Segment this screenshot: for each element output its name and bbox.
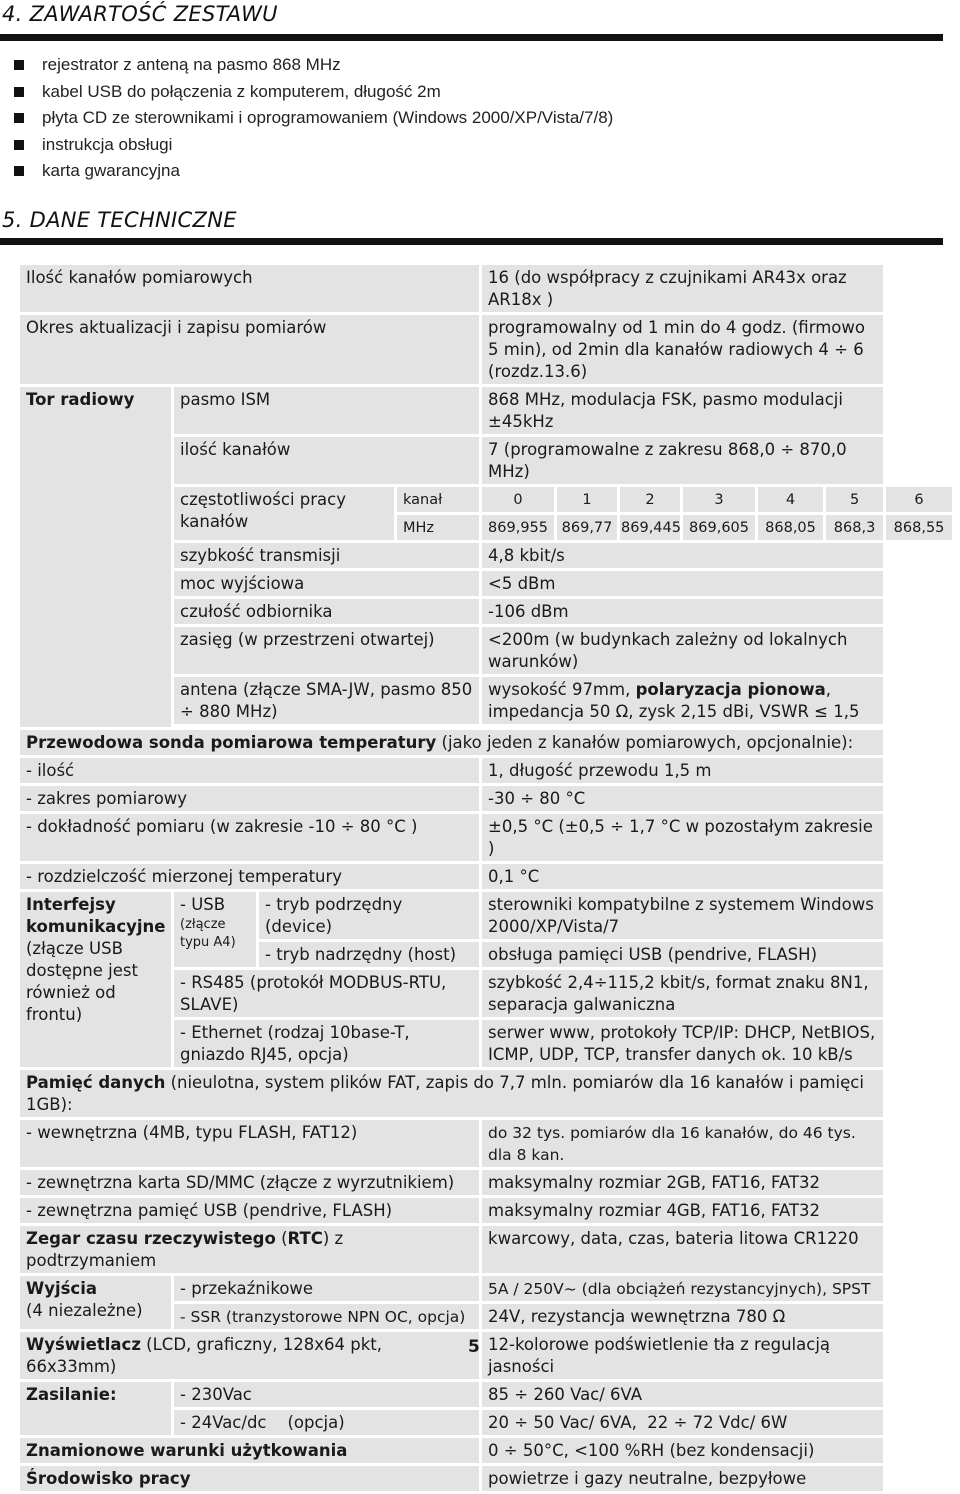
bullet-square-icon — [14, 60, 24, 70]
outputs-label: Wyjścia (4 niezależne) — [19, 1275, 173, 1331]
channels-label: Ilość kanałów pomiarowych — [19, 264, 481, 314]
channel-frequency: 869,445 — [619, 514, 682, 542]
power-label: Zasilanie: — [19, 1381, 173, 1437]
channel-number: 4 — [757, 486, 825, 514]
channel-frequency: 869,955 — [481, 514, 556, 542]
contents-list — [14, 52, 613, 185]
rs485-label: - RS485 (protokół MODBUS-RTU, SLAVE) — [173, 969, 481, 1019]
radio-power-label: moc wyjściowa — [173, 570, 481, 598]
probe-resolution-label: - rozdzielczość mierzonej temperatury — [19, 863, 481, 891]
channel-frequency: 868,3 — [825, 514, 885, 542]
list-item: rejestrator z anteną na pasmo 868 MHz — [14, 52, 613, 79]
list-item: instrukcja obsługi — [14, 132, 613, 159]
interfaces-label: Interfejsy komunikacyjne (złącze USB dostępne jest również od frontu) — [19, 891, 173, 1069]
table-row — [19, 1465, 954, 1493]
radio-rate-value: 4,8 kbit/s — [481, 542, 885, 570]
memory-internal-value: do 32 tys. pomiarów dla 16 kanałów, do 46 tys. dla 8 kan. — [481, 1119, 885, 1169]
usb-host-value: obsługa pamięci USB (pendrive, FLASH) — [481, 941, 885, 969]
radio-range-value: <200m (w budynkach zależny od lokalnych warunków) — [481, 626, 885, 676]
power-dc-value: 20 ÷ 50 Vac/ 6VA, 22 ÷ 72 Vdc/ 6W — [481, 1409, 885, 1437]
environment-value: powietrze i gazy neutralne, bezpyłowe — [481, 1465, 885, 1493]
channel-number: 3 — [682, 486, 757, 514]
probe-resolution-value: 0,1 °C — [481, 863, 885, 891]
channel-frequency: 868,05 — [757, 514, 825, 542]
channel-frequency: 868,55 — [885, 514, 954, 542]
usb-device-label: - tryb podrzędny (device) — [258, 891, 481, 941]
section-4-rule — [0, 34, 943, 41]
update-label: Okres aktualizacji i zapisu pomiarów — [19, 314, 481, 386]
table-row — [19, 1381, 954, 1409]
probe-range-label: - zakres pomiarowy — [19, 785, 481, 813]
table-row — [19, 1197, 954, 1225]
table-row — [19, 1119, 954, 1169]
memory-usb-label: - zewnętrzna pamięć USB (pendrive, FLASH) — [19, 1197, 481, 1225]
update-value: programowalny od 1 min do 4 godz. (firmowo 5 min), od 2min dla kanałów radiowych 4 ÷ 6 (rozdz.13.6) — [481, 314, 885, 386]
channels-value: 16 (do współpracy z czujnikami AR43x oraz AR18x ) — [481, 264, 885, 314]
table-row — [19, 1275, 954, 1303]
table-row — [19, 1437, 954, 1465]
environment-label: Środowisko pracy — [19, 1465, 481, 1493]
conditions-value: 0 ÷ 50°C, <100 %RH (bez kondensacji) — [481, 1437, 885, 1465]
radio-power-value: <5 dBm — [481, 570, 885, 598]
probe-accuracy-label: - dokładność pomiaru (w zakresie -10 ÷ 80 °C ) — [19, 813, 481, 863]
bullet-square-icon — [14, 166, 24, 176]
page-number: 5 — [468, 1337, 480, 1357]
radio-band-label: pasmo ISM — [173, 386, 481, 436]
power-ac-label: - 230Vac — [173, 1381, 481, 1409]
table-row — [19, 757, 954, 785]
memory-internal-label: - wewnętrzna (4MB, typu FLASH, FAT12) — [19, 1119, 481, 1169]
table-row — [19, 386, 954, 436]
outputs-ssr-value: 24V, rezystancja wewnętrzna 780 Ω — [481, 1303, 885, 1331]
table-row — [19, 813, 954, 863]
probe-accuracy-value: ±0,5 °C (±0,5 ÷ 1,7 °C w pozostałym zakresie ) — [481, 813, 885, 863]
memory-usb-value: maksymalny rozmiar 4GB, FAT16, FAT32 — [481, 1197, 885, 1225]
channel-number: 0 — [481, 486, 556, 514]
memory-heading: Pamięć danych (nieulotna, system plików FAT, zapis do 7,7 mln. pomiarów dla 16 kanałów i pamięci 1GB): — [19, 1069, 885, 1119]
radio-sensitivity-label: czułość odbiornika — [173, 598, 481, 626]
channel-number: 5 — [825, 486, 885, 514]
outputs-relay-value: 5A / 250V~ (dla obciążeń rezystancyjnych), SPST — [481, 1275, 885, 1303]
memory-sd-value: maksymalny rozmiar 2GB, FAT16, FAT32 — [481, 1169, 885, 1197]
outputs-relay-label: - przekaźnikowe — [173, 1275, 481, 1303]
radio-sensitivity-value: -106 dBm — [481, 598, 885, 626]
radio-antenna-value: wysokość 97mm, polaryzacja pionowa, impedancja 50 Ω, zysk 2,15 dBi, VSWR ≤ 1,5 — [481, 676, 885, 726]
conditions-label: Znamionowe warunki użytkowania — [19, 1437, 481, 1465]
radio-antenna-label: antena (złącze SMA-JW, pasmo 850 ÷ 880 MHz) — [173, 676, 481, 726]
table-row — [19, 314, 954, 386]
radio-label: Tor radiowy — [19, 386, 173, 729]
channel-number: 2 — [619, 486, 682, 514]
usb-device-value: sterowniki kompatybilne z systemem Windows 2000/XP/Vista/7 — [481, 891, 885, 941]
radio-range-label: zasięg (w przestrzeni otwartej) — [173, 626, 481, 676]
radio-freq-label: częstotliwości pracy kanałów — [173, 486, 396, 542]
probe-qty-label: - ilość — [19, 757, 481, 785]
table-row — [19, 1169, 954, 1197]
power-dc-label: - 24Vac/dc (opcja) — [173, 1409, 481, 1437]
radio-rate-label: szybkość transmisji — [173, 542, 481, 570]
bullet-square-icon — [14, 87, 24, 97]
table-row — [19, 785, 954, 813]
table-row — [19, 264, 954, 314]
technical-data-table — [17, 262, 955, 1494]
section-4-title: 4. ZAWARTOŚĆ ZESTAWU — [2, 2, 278, 26]
channel-frequency: 869,77 — [556, 514, 619, 542]
probe-qty-value: 1, długość przewodu 1,5 m — [481, 757, 885, 785]
usb-label: - USB (złącze typu A4) — [173, 891, 258, 969]
ethernet-value: serwer www, protokoły TCP/IP: DHCP, NetBIOS, ICMP, UDP, TCP, transfer danych ok. 10 kB/s — [481, 1019, 885, 1069]
bullet-square-icon — [14, 140, 24, 150]
section-5-rule — [0, 238, 943, 245]
usb-host-label: - tryb nadrzędny (host) — [258, 941, 481, 969]
channel-frequency: 869,605 — [682, 514, 757, 542]
table-row — [19, 1069, 954, 1119]
table-row — [19, 729, 954, 757]
memory-sd-label: - zewnętrzna karta SD/MMC (złącze z wyrzutnikiem) — [19, 1169, 481, 1197]
channel-number: 1 — [556, 486, 619, 514]
table-row — [19, 863, 954, 891]
power-ac-value: 85 ÷ 260 Vac/ 6VA — [481, 1381, 885, 1409]
radio-count-label: ilość kanałów — [173, 436, 481, 486]
probe-range-value: -30 ÷ 80 °C — [481, 785, 885, 813]
outputs-ssr-label: - SSR (tranzystorowe NPN OC, opcja) — [173, 1303, 481, 1331]
table-row — [19, 891, 954, 941]
radio-band-value: 868 MHz, modulacja FSK, pasmo modulacji ±45kHz — [481, 386, 885, 436]
bullet-square-icon — [14, 113, 24, 123]
table-row — [19, 1225, 954, 1275]
rtc-value: kwarcowy, data, czas, bateria litowa CR1220 — [481, 1225, 885, 1275]
rtc-label: Zegar czasu rzeczywistego (RTC) z podtrzymaniem — [19, 1225, 481, 1275]
display-value: 12-kolorowe podświetlenie tła z regulacją jasności — [481, 1331, 885, 1381]
probe-heading: Przewodowa sonda pomiarowa temperatury (jako jeden z kanałów pomiarowych, opcjonalnie): — [19, 729, 885, 757]
frequency-row-label: MHz — [396, 514, 481, 542]
list-item: kabel USB do połączenia z komputerem, długość 2m — [14, 79, 613, 106]
channel-row-label: kanał — [396, 486, 481, 514]
list-item: płyta CD ze sterownikami i oprogramowaniem (Windows 2000/XP/Vista/7/8) — [14, 105, 613, 132]
radio-count-value: 7 (programowalne z zakresu 868,0 ÷ 870,0 MHz) — [481, 436, 885, 486]
display-label: Wyświetlacz (LCD, graficzny, 128x64 pkt, 66x33mm) — [19, 1331, 481, 1381]
ethernet-label: - Ethernet (rodzaj 10base-T, gniazdo RJ45, opcja) — [173, 1019, 481, 1069]
list-item: karta gwarancyjna — [14, 158, 613, 185]
section-5-title: 5. DANE TECHNICZNE — [2, 208, 237, 232]
channel-number: 6 — [885, 486, 954, 514]
rs485-value: szybkość 2,4÷115,2 kbit/s, format znaku 8N1, separacja galwaniczna — [481, 969, 885, 1019]
